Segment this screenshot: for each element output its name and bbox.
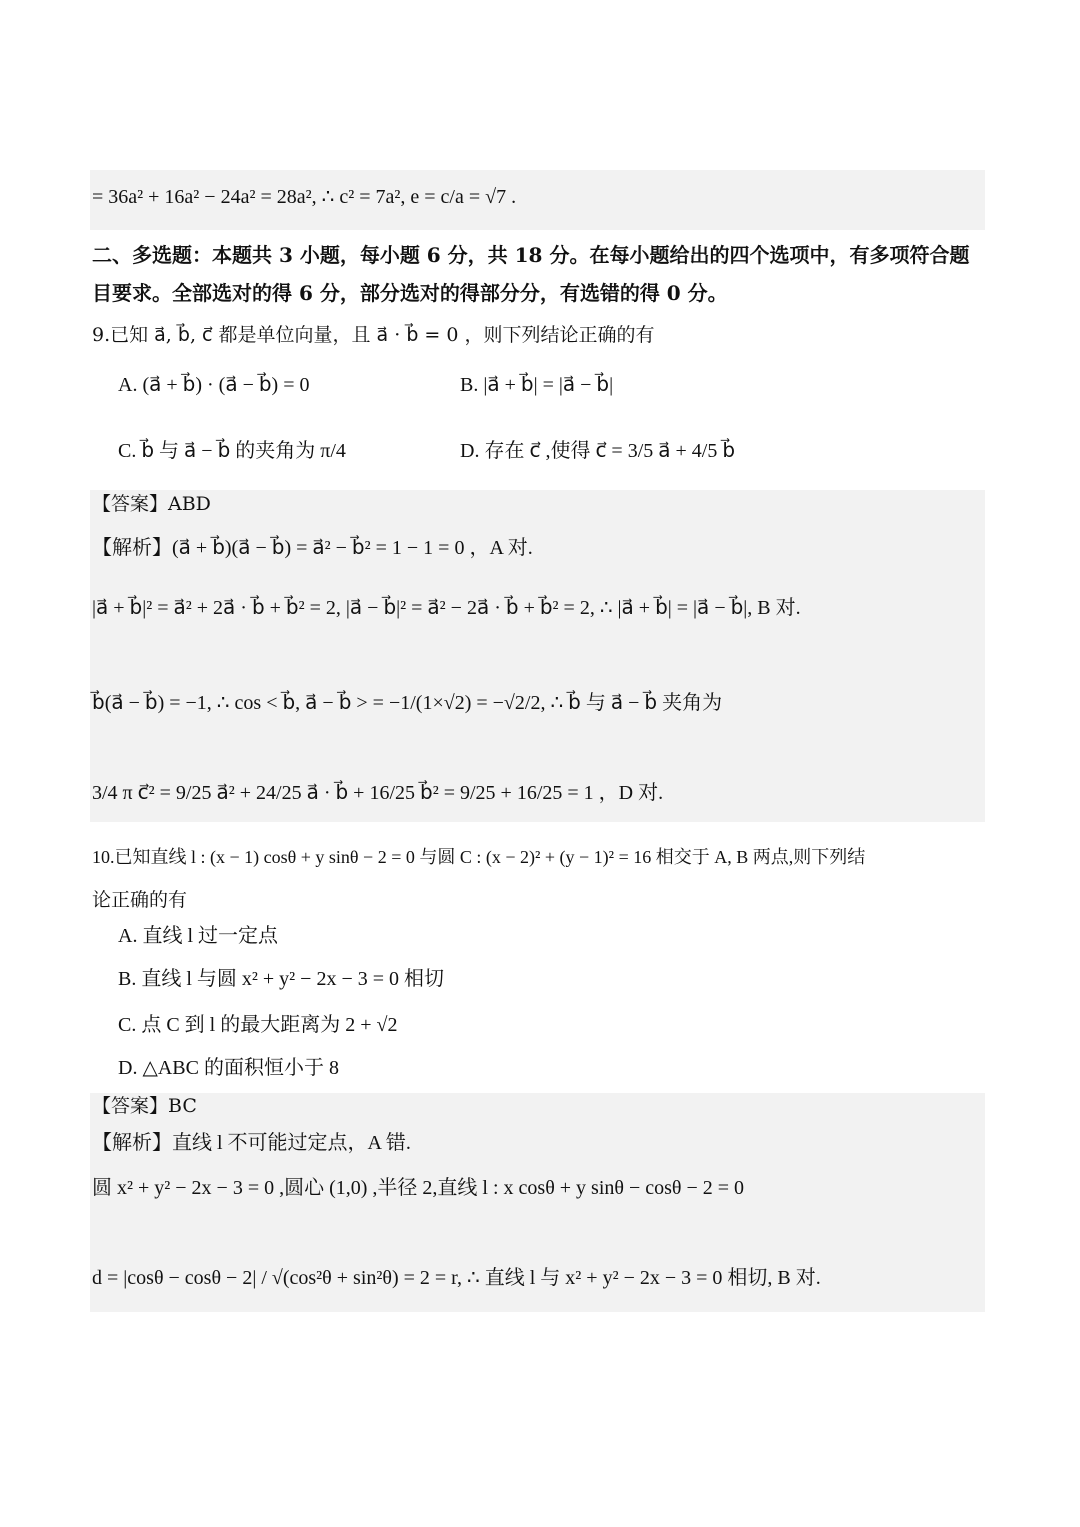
solution-line-top: = 36a² + 16a² − 24a² = 28a², ∴ c² = 7a², e = c/a = √7 . — [92, 186, 517, 208]
q9-analysis-4: 3/4 π c⃗² = 9/25 a⃗² + 24/25 a⃗ · b⃗ + 16/25 b⃗² = 9/25 + 16/25 = 1 ，D 对. — [92, 782, 664, 804]
q9-option-c: C. b⃗ 与 a⃗ − b⃗ 的夹角为 π/4 — [118, 440, 346, 462]
q9-option-b: B. |a⃗ + b⃗| = |a⃗ − b⃗| — [460, 374, 614, 396]
q10-analysis-3: d = |cosθ − cosθ − 2| / √(cos²θ + sin²θ) = 2 = r, ∴ 直线 l 与 x² + y² − 2x − 3 = 0 相切, B 对. — [92, 1267, 821, 1289]
q9-option-d: D. 存在 c⃗ ,使得 c⃗ = 3/5 a⃗ + 4/5 b⃗ — [460, 440, 736, 462]
q9-option-a: A. (a⃗ + b⃗) · (a⃗ − b⃗) = 0 — [118, 374, 310, 396]
q9-stem: 9.已知 a⃗, b⃗, c⃗ 都是单位向量，且 a⃗ · b⃗ = 0 ，则下列结论正确的有 — [92, 324, 655, 346]
q10-option-a: A. 直线 l 过一定点 — [118, 925, 278, 947]
q9-analysis-2: |a⃗ + b⃗|² = a⃗² + 2a⃗ · b⃗ + b⃗² = 2, |a⃗ − b⃗|² = a⃗² − 2a⃗ · b⃗ + b⃗² = 2, ∴ |a⃗ + b⃗| = |a⃗ − b⃗|, B 对. — [92, 597, 801, 619]
q10-analysis-1: 【解析】直线 l 不可能过定点，A 错. — [92, 1132, 411, 1154]
q10-stem-1: 10.已知直线 l : (x − 1) cosθ + y sinθ − 2 = 0 与圆 C : (x − 2)² + (y − 1)² = 16 相交于 A, B 两点,则下列结 — [92, 847, 866, 867]
q10-option-d: D. △ABC 的面积恒小于 8 — [118, 1057, 339, 1079]
q10-option-b: B. 直线 l 与圆 x² + y² − 2x − 3 = 0 相切 — [118, 968, 445, 990]
q10-stem-2: 论正确的有 — [92, 889, 188, 911]
q10-answer: 【答案】BC — [92, 1095, 197, 1117]
q9-analysis-1: 【解析】(a⃗ + b⃗)(a⃗ − b⃗) = a⃗² − b⃗² = 1 − 1 = 0 ，A 对. — [92, 537, 533, 559]
q9-answer: 【答案】ABD — [92, 493, 211, 515]
section-heading: 二、多选题：本题共 3 小题，每小题 6 分，共 18 分。在每小题给出的四个选项中，有多项符合题目要求。全部选对的得 6 分，部分选对的得部分分，有选错的得 0 分。 — [92, 243, 970, 305]
q9-analysis-3: b⃗(a⃗ − b⃗) = −1, ∴ cos < b⃗, a⃗ − b⃗ > = −1/(1×√2) = −√2/2, ∴ b⃗ 与 a⃗ − b⃗ 夹角为 — [92, 692, 723, 714]
q10-analysis-2: 圆 x² + y² − 2x − 3 = 0 ,圆心 (1,0) ,半径 2,直线 l : x cosθ + y sinθ − cosθ − 2 = 0 — [92, 1177, 745, 1199]
q10-option-c: C. 点 C 到 l 的最大距离为 2 + √2 — [118, 1014, 398, 1036]
